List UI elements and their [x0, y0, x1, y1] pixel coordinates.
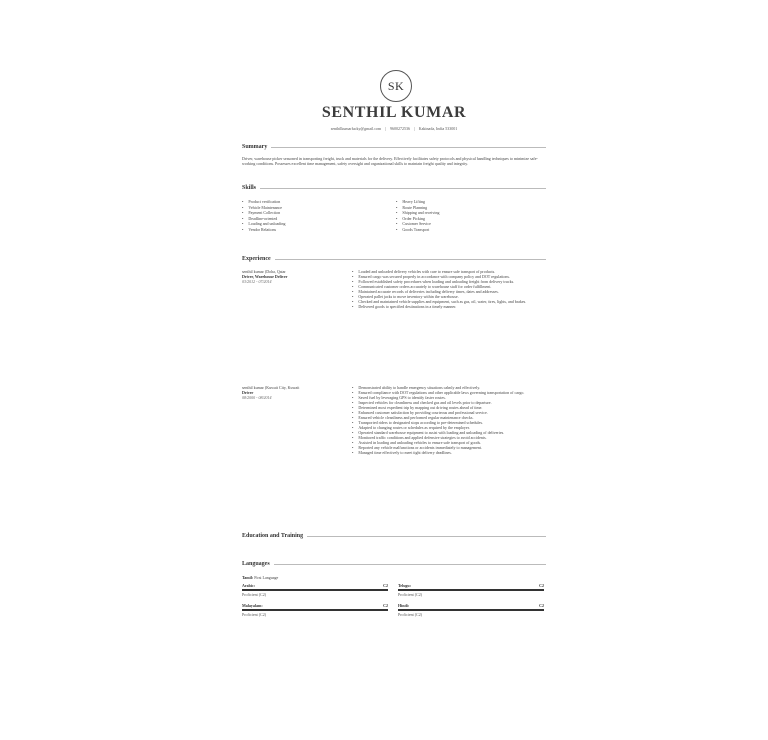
native-language-value: First Language: [254, 575, 279, 580]
skill-item: • Deadline-oriented: [242, 216, 382, 222]
bullet-item: • Delivered goods to specified destinations in a timely manner.: [352, 304, 546, 309]
languages-heading-label: Languages: [242, 561, 270, 567]
language-name: Arabic:: [242, 583, 256, 588]
proficiency-bar: [398, 589, 544, 591]
education-heading-label: Education and Training: [242, 533, 304, 539]
job-meta: [242, 269, 340, 284]
job-meta: [242, 385, 340, 400]
skill-item: • Loading and unloading: [242, 221, 382, 227]
proficiency-bar: [398, 609, 544, 611]
bullet-item: • Enhanced customer satisfaction by providing courteous and professional service.: [352, 410, 546, 415]
contact-line: senthilkumarlucky@gmail.com | 9600272536 | Kakinada, India 533001: [330, 126, 458, 131]
native-language: [242, 575, 546, 580]
language-item: [242, 603, 388, 617]
bullet-item: • Inspected vehicles for cleanliness and checked gas and oil levels prior to departure.: [352, 400, 546, 405]
language-item: [398, 583, 544, 597]
language-name: Malayalam:: [242, 603, 263, 608]
bullet-item: • Monitored traffic conditions and applied defensive strategies to avoid accidents.: [352, 435, 546, 440]
skill-item: • Heavy Lifting: [396, 199, 536, 205]
job-dates: 08/2000 - 08/2014: [242, 395, 272, 400]
job-bullets: [352, 385, 546, 455]
skills-list-left: [242, 199, 382, 233]
monogram-badge: SK: [380, 70, 412, 102]
language-code: C2: [383, 603, 388, 608]
job-title: Driver, Warehouse Deliver: [242, 274, 288, 279]
skills-list-right: [396, 199, 536, 233]
job-company: senthil kumar (Doha, Qatar: [242, 269, 286, 274]
language-item: [242, 583, 388, 597]
location-text: Kakinada, India 533001: [418, 126, 458, 131]
skill-item: • Customer Service: [396, 221, 536, 227]
experience-heading-label: Experience: [242, 256, 271, 262]
bullet-item: • Saved fuel by leveraging GPS to identify faster routes.: [352, 395, 546, 400]
candidate-name: SENTHIL KUMAR: [321, 104, 467, 121]
language-level: Proficient (C2): [398, 612, 423, 617]
language-name: Hindi:: [398, 603, 410, 608]
skill-item: • Vendor Relations: [242, 227, 382, 233]
job-company: senthil kumar (Kuwait City, Kuwait: [242, 385, 300, 390]
job-bullets: [352, 269, 546, 309]
bullet-item: • Reported any vehicle malfunctions or accidents immediately to management.: [352, 445, 546, 450]
language-code: C2: [539, 583, 544, 588]
skill-item: • Order Picking: [396, 216, 536, 222]
bullet-item: • Followed established safety procedures when loading and unloading freight from delivery trucks.: [352, 279, 546, 284]
bullet-item: • Ensured cargo was secured properly in accordance with company policy and DOT regulations.: [352, 274, 546, 279]
job-dates: 03/2012 - 07/2014: [242, 279, 272, 284]
language-level: Proficient (C2): [242, 592, 267, 597]
phone-text: 9600272536: [389, 126, 410, 131]
bullet-item: • Operated pallet jacks to move inventory within the warehouse.: [352, 294, 546, 299]
language-code: C2: [539, 603, 544, 608]
bullet-item: • Communicated customer orders accurately to warehouse staff for order fulfillment.: [352, 284, 546, 289]
bullet-item: • Ensured compliance with DOT regulations and other applicable laws governing transportation of cargo.: [352, 390, 546, 395]
summary-heading-label: Summary: [242, 144, 268, 150]
languages-heading: [242, 560, 546, 568]
language-name: Telugu:: [398, 583, 411, 588]
summary-heading: [242, 143, 546, 151]
bullet-item: • Demonstrated ability to handle emergency situations calmly and effectively.: [352, 385, 546, 390]
skill-item: • Vehicle Maintenance: [242, 205, 382, 211]
bullet-item: • Managed time effectively to meet tight delivery deadlines.: [352, 450, 546, 455]
skill-item: • Payment Collection: [242, 210, 382, 216]
skill-item: • Shipping and receiving: [396, 210, 536, 216]
education-heading: [242, 532, 546, 540]
skills-heading-label: Skills: [242, 185, 257, 191]
summary-text: Driver, warehouse picker seasoned in transporting freight, truck and materials for the delivery. Effectively facilitates safety protocols and physical handling techniques to minimize safe-working conditions. Possesses excellent time management, safety oversight and organizational skills to maintain freight quality and integrity.: [242, 156, 538, 167]
job-title: Driver: [242, 390, 254, 395]
experience-heading: [242, 255, 546, 263]
bullet-item: • Transported riders to designated stops according to pre-determined schedules.: [352, 420, 546, 425]
bullet-item: • Loaded and unloaded delivery vehicles with care to ensure safe transport of products.: [352, 269, 546, 274]
skill-item: • Goods Transport: [396, 227, 536, 233]
language-code: C2: [383, 583, 388, 588]
skill-item: • Route Planning: [396, 205, 536, 211]
language-level: Proficient (C2): [398, 592, 423, 597]
proficiency-bar: [242, 609, 388, 611]
language-item: [398, 603, 544, 617]
bullet-item: • Assisted in loading and unloading vehicles to ensure safe transport of goods.: [352, 440, 546, 445]
bullet-item: • Operated standard warehouse equipment to assist with loading and unloading of deliveries.: [352, 430, 546, 435]
email-text[interactable]: senthilkumarlucky@gmail.com: [330, 126, 382, 131]
bullet-item: • Checked and maintained vehicle supplies and equipment, such as gas, oil, water, tires, lights, and brakes.: [352, 299, 546, 304]
bullet-item: • Determined most expedient trip by mapping out driving routes ahead of time.: [352, 405, 546, 410]
proficiency-bar: [242, 589, 388, 591]
language-level: Proficient (C2): [242, 612, 267, 617]
bullet-item: • Adapted to changing routes or schedules as required by the employer.: [352, 425, 546, 430]
skills-heading: [242, 184, 546, 192]
bullet-item: • Ensured vehicle cleanliness and performed regular maintenance checks.: [352, 415, 546, 420]
skill-item: • Product verification: [242, 199, 382, 205]
bullet-item: • Maintained accurate records of deliveries including delivery times, dates and addresses.: [352, 289, 546, 294]
native-language-label: Tamil:: [242, 575, 254, 580]
